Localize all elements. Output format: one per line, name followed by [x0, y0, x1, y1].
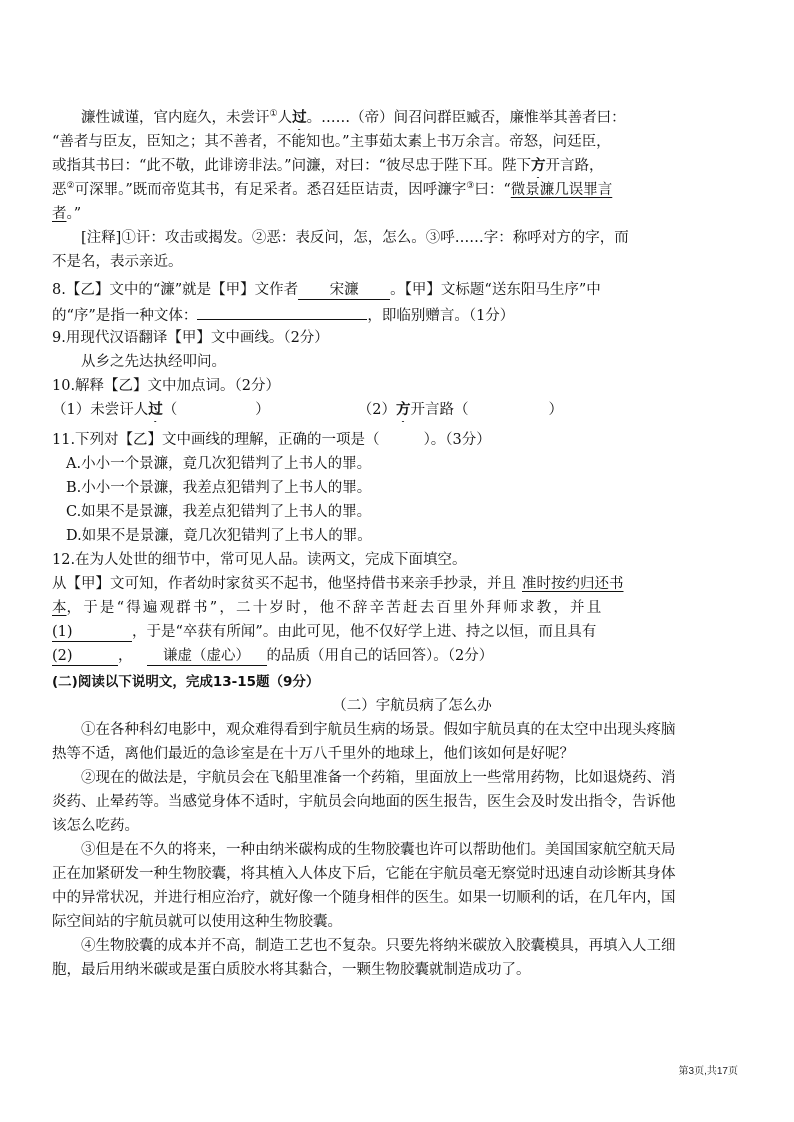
page-number: 第3页,共17页 [678, 1066, 738, 1077]
answer-underlined: 准时按约归还书 [522, 576, 624, 592]
answer-filled-humble[interactable]: 谦虚（虚心） [147, 648, 267, 666]
paragraph-2: ②现在的做法是，宇航员会在飞船里准备一个药箱，里面放上一些常用药物，比如退烧药、消 炎药、止晕药等。当感觉身体不适时，宇航员会向地面的医生报告，医生会及时发出指令，告诉他 该怎么吃药。 [52, 770, 676, 834]
option-d: D.如果不是景濂，竟几次犯错判了上书人的罪。 [66, 528, 372, 544]
passage-line: 恶②可深罪。”既而帝览其书，有足采者。悉召廷臣诘责，因呼濂字③曰：“微景濂几误罪言 [52, 181, 613, 198]
question-11 [52, 428, 772, 548]
passage-b [52, 106, 772, 274]
dotted-word-guo: 过 [292, 109, 307, 126]
answer-blank-genre[interactable] [197, 302, 367, 320]
annotation-note: 不是名，表示亲近。 [52, 254, 183, 270]
question-stem: 10.解释【乙】文中加点词。（2分） [52, 378, 281, 394]
article-body [52, 718, 772, 982]
article-title: （二）宇航员病了怎么办 [332, 698, 492, 714]
passage-line: “善者与臣友，臣知之；其不善者，不能知也。”主事茹太素上书万余言。帝怒，问廷臣， [52, 134, 611, 150]
answer-underlined: 本 [52, 600, 67, 616]
question-stem: 9.用现代汉语翻译【甲】文中画线。（2分） [52, 330, 329, 346]
dotted-word-fang: 方 [531, 157, 546, 174]
annotation-note: [注释]①讦：攻击或揭发。②恶：表反问，怎，怎么。③呼……字：称呼对方的字，而 [81, 230, 629, 246]
dotted-word-guo: 过 [148, 401, 163, 418]
answer-blank-author[interactable]: 宋濂 [298, 282, 390, 300]
question-stem: 12.在为人处世的细节中，常可见人品。读两文，完成下面填空。 [52, 552, 467, 568]
passage-line: 者。” [52, 206, 82, 222]
translate-sentence: 从乡之先达执经叩问。 [81, 354, 226, 370]
section-2 [52, 670, 772, 718]
underlined-sentence: 微景濂几误罪言 [510, 182, 613, 198]
option-c: C.如果不是景濂，我差点犯错判了上书人的罪。 [66, 504, 372, 520]
passage-line: 濂性诚谨，官内庭久，未尝讦①人过。……（帝）间召问群臣臧否，廉惟举其善者曰： [81, 109, 626, 126]
paragraph-4: ④生物胶囊的成本并不高，制造工艺也不复杂。只要先将纳米碳放入胶囊模具，再填入人工细 胞，最后用纳米碳或是蛋白质胶水将其黏合，一颗生物胶囊就制造成功了。 [52, 938, 676, 978]
answer-blank-1[interactable]: (1) [52, 624, 132, 642]
paragraph-1: ①在各种科幻电影中，观众难得看到宇航员生病的场景。假如宇航员真的在太空中出现头疼脑 热等不适，离他们最近的急诊室是在十万八千里外的地球上，他们该如何是好呢？ [52, 722, 676, 762]
passage-line: 或指其书曰：“此不敬，此诽谤非法。”问濂，对曰：“彼尽忠于陛下耳。陛下方开言路， [52, 157, 604, 174]
question-stem: 11.下列对【乙】文中画线的理解，正确的一项是（ ）。（3分） [52, 432, 491, 448]
option-b: B.小小一个景濂，我差点犯错判了上书人的罪。 [66, 480, 372, 496]
answer-blank-2[interactable]: (2) [52, 648, 118, 666]
paragraph-3: ③但是在不久的将来，一种由纳米碳构成的生物胶囊也许可以帮助他们。美国国家航空航天局 正在加紧研发一种生物胶囊，将其植入人体皮下后，它能在宇航员毫无察觉时迅速自动诊断其身体 中的异常状况，并进行相应治疗，就好像一个随身相伴的医生。如果一切顺利的话，在几年内，国 际空间站的宇航员就可以使用这种生物胶囊。 [52, 842, 676, 930]
option-a: A.小小一个景濂，竟几次犯错判了上书人的罪。 [66, 456, 372, 472]
question-8: 8.【乙】文中的“濂”就是【甲】文作者 宋濂 。【甲】文标题“送东阳马生序”中 的“序”是指一种文体： ，即临别赠言。（1分） [52, 282, 601, 324]
question-12: 12.在为人处世的细节中，常可见人品。读两文，完成下面填空。 从【甲】文可知，作者幼时家贫买不起书，他坚持借书来亲手抄录，并且 准时按约归还书 本，于是“得遍观群书”，二十岁时，他不辞辛苦赶去百里外拜师求教，并且 (1) ，于是“卒获有所闻”。由此可见，他不仅好学上进、持之以恒，而且具有 (2) ， 谦虚（虚心） 的品质（用自己的话回答）。（2分） [52, 548, 772, 668]
section-heading: (二)阅读以下说明文，完成13-15题（9分） [52, 674, 320, 690]
dotted-word-fang: 方 [395, 401, 411, 418]
question-9 [52, 326, 772, 374]
underlined-sentence-end: 者 [52, 206, 67, 222]
question-10: 10.解释【乙】文中加点词。（2分） （1）未尝讦人过（ ） （2）方开言路（ ） [52, 374, 772, 422]
